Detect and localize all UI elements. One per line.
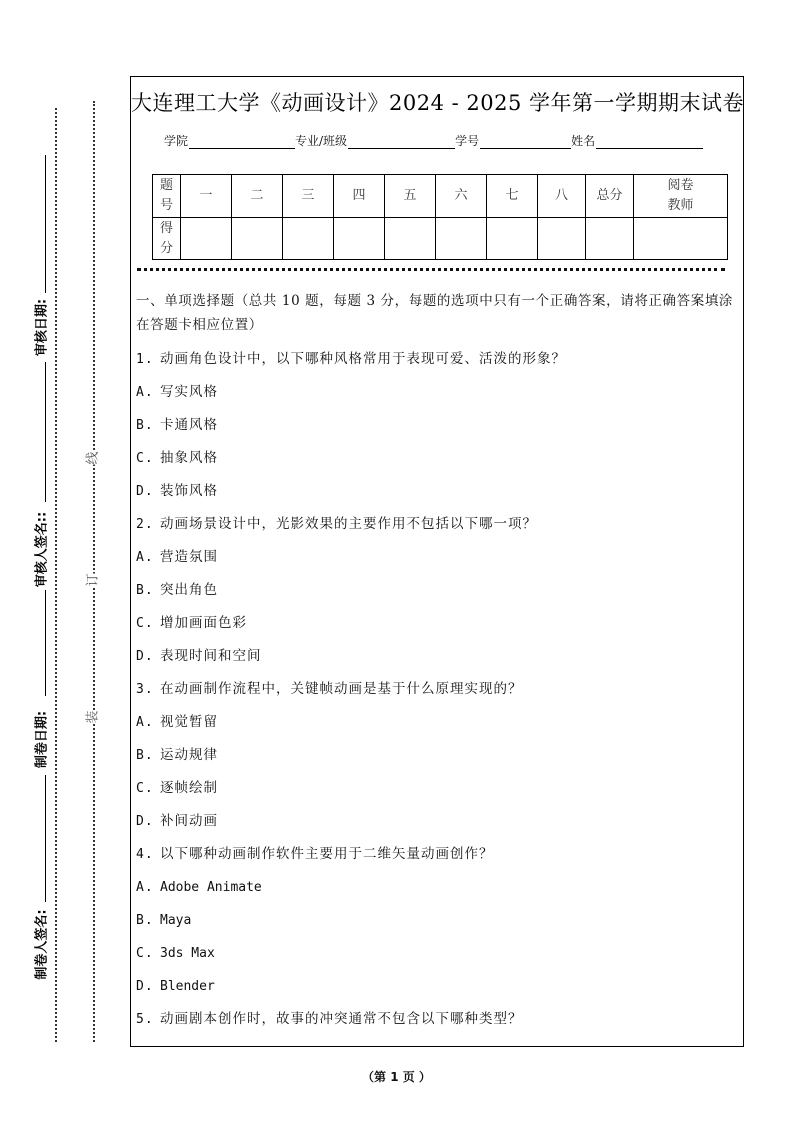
question-1: [136, 347, 736, 380]
option-4b[interactable]: [136, 908, 736, 941]
row-header-score: 得 分: [153, 218, 181, 260]
question-text: 动画角色设计中，以下哪种风格常用于表现可爱、活泼的形象？: [160, 351, 566, 367]
column-header: 六: [436, 175, 487, 218]
binding-mark-pack: 装: [85, 710, 101, 724]
option-letter: D.: [136, 814, 154, 829]
option-3a[interactable]: [136, 710, 736, 743]
paper-maker-signature-label: 制卷人签名:: [34, 909, 50, 980]
total-score-cell[interactable]: [586, 218, 634, 260]
paper-date-label: 制卷日期:: [34, 710, 50, 769]
question-5: [136, 1007, 736, 1040]
option-3b[interactable]: [136, 743, 736, 776]
option-2b[interactable]: [136, 578, 736, 611]
option-text: Adobe Animate: [160, 880, 262, 895]
question-text: 动画场景设计中，光影效果的主要作用不包括以下哪一项？: [160, 516, 537, 532]
inner-dotted-line: [93, 101, 95, 1042]
option-text: 视觉暂留: [160, 714, 218, 730]
page-number: （第 1 页 ）: [362, 1070, 431, 1084]
question-number: 2.: [136, 517, 154, 532]
option-letter: C.: [136, 451, 154, 466]
score-cell[interactable]: [283, 218, 334, 260]
option-1b[interactable]: [136, 413, 736, 446]
option-letter: D.: [136, 649, 154, 664]
reviewer-signature-underline: [45, 390, 46, 502]
question-number: 5.: [136, 1012, 154, 1027]
option-letter: A.: [136, 715, 154, 730]
column-header: 一: [181, 175, 232, 218]
review-date-underline: [45, 155, 46, 293]
column-header-grader: 阅卷 教师: [634, 175, 728, 218]
column-header: 八: [538, 175, 586, 218]
option-letter: B.: [136, 418, 154, 433]
option-text: Blender: [160, 979, 215, 994]
option-1c[interactable]: [136, 446, 736, 479]
score-cell[interactable]: [181, 218, 232, 260]
option-letter: D.: [136, 979, 154, 994]
option-3c[interactable]: [136, 776, 736, 809]
score-table: [152, 174, 728, 260]
option-text: 突出角色: [160, 582, 218, 598]
question-3: [136, 677, 736, 710]
option-text: 装饰风格: [160, 483, 218, 499]
column-header: 三: [283, 175, 334, 218]
major-class-label: 专业/班级: [295, 134, 348, 148]
option-letter: C.: [136, 946, 154, 961]
option-letter: B.: [136, 748, 154, 763]
college-field[interactable]: [189, 134, 295, 149]
option-letter: A.: [136, 385, 154, 400]
question-2: [136, 512, 736, 545]
student-id-label: 学号: [455, 134, 480, 148]
paper-date-underline: [45, 680, 46, 696]
binding-mark-bind: 订: [85, 573, 101, 587]
question-number: 1.: [136, 352, 154, 367]
question-4: [136, 842, 736, 875]
college-label: 学院: [164, 134, 189, 148]
column-header: 五: [385, 175, 436, 218]
option-letter: A.: [136, 880, 154, 895]
question-section: [136, 289, 736, 1040]
score-cell[interactable]: [334, 218, 385, 260]
grader-cell[interactable]: [634, 218, 728, 260]
option-text: 抽象风格: [160, 450, 218, 466]
option-1d[interactable]: [136, 479, 736, 512]
student-info-row: [164, 132, 703, 149]
column-header: 二: [232, 175, 283, 218]
question-number-row: [153, 175, 728, 218]
option-letter: B.: [136, 583, 154, 598]
question-text: 以下哪种动画制作软件主要用于二维矢量动画创作？: [160, 846, 494, 862]
option-2d[interactable]: [136, 644, 736, 677]
review-date-underline-tail: [45, 362, 46, 392]
option-1a[interactable]: [136, 380, 736, 413]
option-letter: A.: [136, 550, 154, 565]
question-number: 3.: [136, 682, 154, 697]
score-cell[interactable]: [436, 218, 487, 260]
question-text: 在动画制作流程中，关键帧动画是基于什么原理实现的？: [160, 681, 523, 697]
option-2c[interactable]: [136, 611, 736, 644]
score-cell[interactable]: [232, 218, 283, 260]
option-text: 补间动画: [160, 813, 218, 829]
score-cell[interactable]: [385, 218, 436, 260]
paper-date-underline-tail: [45, 775, 46, 900]
option-text: 卡通风格: [160, 417, 218, 433]
reviewer-signature-underline-tail: [45, 590, 46, 690]
question-number: 4.: [136, 847, 154, 862]
option-text: 运动规律: [160, 747, 218, 763]
option-3d[interactable]: [136, 809, 736, 842]
option-text: 逐帧绘制: [160, 780, 218, 796]
dotted-separator: [137, 268, 725, 271]
score-row: [153, 218, 728, 260]
reviewer-signature-label: 审核人签名::: [34, 511, 50, 588]
option-text: 营造氛围: [160, 549, 218, 565]
option-letter: C.: [136, 616, 154, 631]
section-heading: 一、单项选择题（总共 10 题，每题 3 分，每题的选项中只有一个正确答案，请将正确答案填涂在答题卡相应位置）: [136, 293, 734, 333]
name-field[interactable]: [596, 134, 703, 149]
row-header-question-number: 题 号: [153, 175, 181, 218]
option-4c[interactable]: [136, 941, 736, 974]
review-date-label: 审核日期:: [34, 298, 50, 357]
major-class-field[interactable]: [348, 134, 455, 149]
name-label: 姓名: [571, 134, 596, 148]
option-letter: B.: [136, 913, 154, 928]
option-text: 表现时间和空间: [160, 648, 262, 664]
exam-frame: [130, 76, 744, 1047]
option-4a[interactable]: [136, 875, 736, 908]
column-header: 四: [334, 175, 385, 218]
score-cell[interactable]: [487, 218, 538, 260]
paper-maker-signature-underline-tail: [45, 900, 46, 902]
binding-mark-line: 线: [85, 451, 101, 465]
option-2a[interactable]: [136, 545, 736, 578]
student-id-field[interactable]: [480, 134, 571, 149]
option-letter: D.: [136, 484, 154, 499]
score-cell[interactable]: [538, 218, 586, 260]
option-text: 写实风格: [160, 384, 218, 400]
option-text: 3ds Max: [160, 946, 215, 961]
column-header: 总分: [586, 175, 634, 218]
question-text: 动画剧本创作时，故事的冲突通常不包含以下哪种类型？: [160, 1011, 523, 1027]
option-text: Maya: [160, 913, 192, 928]
exam-title: 大连理工大学《动画设计》2024 - 2025 学年第一学期期末试卷: [131, 91, 745, 115]
column-header: 七: [487, 175, 538, 218]
option-4d[interactable]: [136, 974, 736, 1007]
outer-dotted-line: [55, 108, 57, 1042]
option-text: 增加画面色彩: [160, 615, 247, 631]
option-letter: C.: [136, 781, 154, 796]
